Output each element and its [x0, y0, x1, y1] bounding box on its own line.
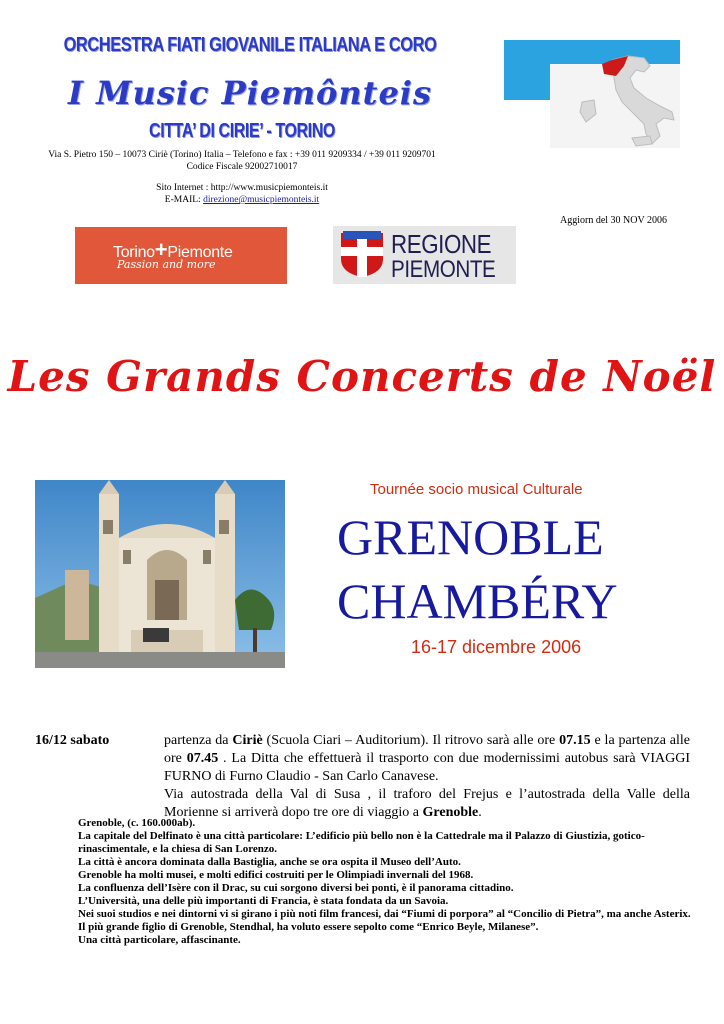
note-line: La capitale del Delfinato è una città particolare: L’edificio più bello non è la Cattedrale ma il Palazzo di Giustizia, gotico-rinascimentale, e la chiesa di San Lorenzo. — [78, 830, 645, 855]
note-line: L’Università, una delle più importanti di Francia, è stata fondata da un Savoia. — [78, 895, 449, 907]
address-line: Via S. Pietro 150 – 10073 Ciriè (Torino) Italia – Telefono e fax : +39 011 9209334 / +39 011 9209701 — [48, 150, 436, 160]
torino-logo-text: Torino+Piemonte — [113, 237, 233, 262]
torino-logo-tagline: Passion and more — [117, 258, 216, 271]
route-paragraph: Via autostrada della Val di Susa , il traforo del Frejus e l’autostrada della Valle della Morienne si arriverà dopo tre ore di viaggio a Grenoble. — [164, 787, 690, 820]
email-label: E-MAIL: — [164, 195, 204, 205]
departure-paragraph: partenza da Ciriè (Scuola Ciari – Auditorium). Il ritrovo sarà alle ore 07.15 e la partenza alle ore 07.45 . La Ditta che effettuerà il trasporto con due modernissimi autobus sarà VIAGGI FURNO di Furno Claudio - San Carlo Canavese. — [164, 733, 691, 784]
city-chambery: CHAMBÉRY — [337, 573, 618, 629]
update-date: Aggiorn del 30 NOV 2006 — [560, 215, 668, 226]
tour-subtitle: Tournée socio musical Culturale — [370, 481, 583, 498]
program-description — [164, 732, 690, 822]
fiscal-code: Codice Fiscale 92002710017 — [186, 162, 298, 172]
torino-piemonte-logo — [75, 227, 287, 284]
piemonte-text: PIEMONTE — [391, 256, 496, 283]
note-line: Nei suoi studios e nei dintorni vi si girano i più noti film francesi, dai “Fiumi di porpora” al “Concilio di Pietra”, ma anche Asterix. — [78, 908, 691, 920]
note-line: Grenoble ha molti musei, e molti edifici costruiti per le Olimpiadi invernali del 1968. — [78, 869, 474, 881]
concert-dates: 16-17 dicembre 2006 — [411, 637, 582, 657]
italy-map-icon — [504, 40, 680, 148]
email-line — [0, 194, 484, 206]
italy-map-graphic — [504, 40, 680, 148]
note-line: Una città particolare, affascinante. — [78, 934, 241, 946]
regione-shield-icon — [339, 231, 385, 279]
org-name-heading: ORCHESTRA FIATI GIOVANILE ITALIANA E CORO — [63, 34, 437, 56]
cathedral-photo — [35, 480, 285, 668]
note-line: Grenoble, (c. 160.000ab). — [78, 817, 196, 829]
website-line: Sito Internet : http://www.musicpiemonteis.it — [156, 183, 328, 193]
concert-title: Les Grands Concerts de Noël — [7, 352, 717, 401]
regione-text: REGIONE — [391, 229, 492, 259]
city-grenoble: GRENOBLE — [337, 509, 604, 565]
email-link[interactable]: direzione@musicpiemonteis.it — [203, 195, 320, 205]
grenoble-notes — [78, 817, 698, 947]
cathedral-image — [35, 480, 285, 668]
program-day: 16/12 sabato — [35, 733, 110, 748]
note-line: La città è ancora dominata dalla Bastiglia, anche se ora ospita il Museo dell’Auto. — [78, 856, 461, 868]
music-piemonteis-heading: I Music Piemônteis — [68, 74, 432, 112]
city-heading: CITTA’ DI CIRIE’ - TORINO — [149, 120, 335, 142]
note-line: La confluenza dell’Isère con il Drac, su cui sorgono diversi bei ponti, è il panorama cittadino. — [78, 882, 514, 894]
regione-piemonte-logo — [333, 226, 516, 284]
note-line: Il più grande figlio di Grenoble, Stendhal, ha voluto essere sepolto come “Enrico Beyle, Milanese”. — [78, 921, 539, 933]
